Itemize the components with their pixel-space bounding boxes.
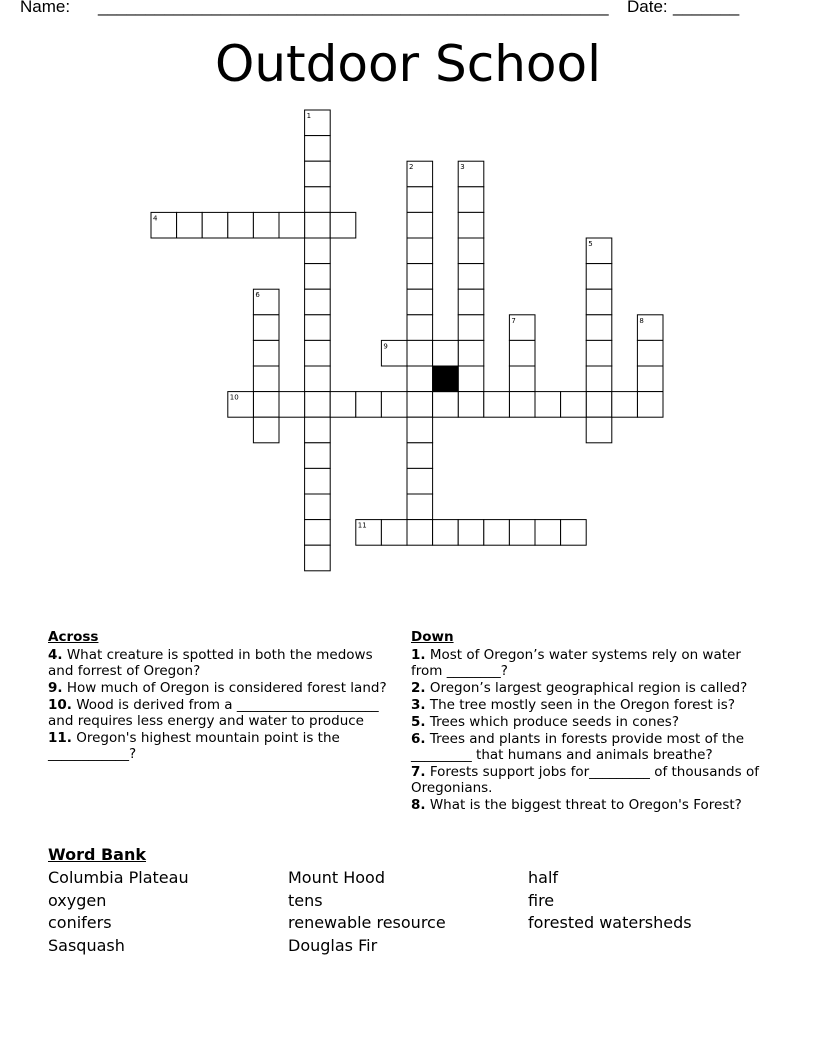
clue-text: What is the biggest threat to Oregon's Forest? bbox=[429, 797, 742, 813]
clue-text: How much of Oregon is considered forest land? bbox=[66, 680, 387, 696]
across-heading: Across bbox=[48, 629, 99, 645]
grid-cell[interactable] bbox=[305, 212, 331, 238]
grid-cell[interactable] bbox=[305, 520, 331, 546]
grid-cell[interactable] bbox=[407, 443, 433, 469]
grid-cell[interactable] bbox=[305, 340, 331, 366]
grid-cell[interactable] bbox=[253, 315, 279, 341]
word-bank-item: Columbia Plateau bbox=[48, 868, 189, 887]
clue-text: Oregon's highest mountain point is the ____________? bbox=[48, 730, 340, 762]
clue-number: 3. bbox=[411, 697, 426, 713]
grid-cell[interactable] bbox=[305, 392, 331, 418]
clue-text: Forests support jobs for_________ of thousands of Oregonians. bbox=[411, 764, 759, 796]
grid-cell[interactable] bbox=[458, 340, 484, 366]
grid-cell[interactable] bbox=[586, 366, 612, 392]
grid-cell[interactable] bbox=[407, 289, 433, 315]
grid-cell[interactable] bbox=[407, 366, 433, 392]
grid-cell[interactable] bbox=[535, 392, 561, 418]
cell-number: 10 bbox=[229, 393, 239, 402]
word-bank-item: conifers bbox=[48, 913, 112, 933]
clue-text: Oregon’s largest geographical region is called? bbox=[429, 680, 748, 696]
grid-cell[interactable] bbox=[407, 392, 433, 418]
clue-across-10 bbox=[48, 697, 398, 729]
page-title: Outdoor School bbox=[214, 35, 601, 93]
clue-down-2 bbox=[411, 680, 761, 696]
grid-cell[interactable] bbox=[509, 340, 535, 366]
grid-cell[interactable] bbox=[407, 494, 433, 520]
grid-cell[interactable] bbox=[509, 366, 535, 392]
cell-number: 4 bbox=[153, 214, 158, 223]
across-clues bbox=[48, 629, 398, 763]
down-clues bbox=[411, 629, 761, 814]
word-bank-item: Douglas Fir bbox=[288, 935, 378, 955]
grid-cell[interactable] bbox=[305, 443, 331, 469]
grid-cell[interactable] bbox=[586, 315, 612, 341]
clue-number: 10. bbox=[48, 697, 72, 713]
grid-cell[interactable] bbox=[407, 468, 433, 494]
cell-number: 1 bbox=[306, 112, 312, 120]
grid-cell[interactable] bbox=[458, 264, 484, 290]
grid-cell[interactable] bbox=[305, 289, 331, 315]
grid-cell[interactable] bbox=[509, 520, 535, 546]
clue-text: Most of Oregon’s water systems rely on water from ________? bbox=[411, 647, 741, 679]
grid-cell[interactable] bbox=[484, 520, 510, 546]
clue-number: 9. bbox=[48, 680, 63, 696]
clue-number: 11. bbox=[48, 730, 72, 746]
grid-cell[interactable] bbox=[458, 520, 484, 546]
word-bank-item: forested watersheds bbox=[528, 913, 692, 933]
cell-number: 8 bbox=[639, 316, 644, 325]
clue-text: What creature is spotted in both the medows and forrest of Oregon? bbox=[48, 647, 373, 679]
cell-number: 11 bbox=[357, 521, 367, 530]
grid-cell[interactable] bbox=[637, 392, 663, 418]
grid-cell[interactable] bbox=[407, 264, 433, 290]
clue-number: 5. bbox=[411, 714, 426, 730]
grid-cell[interactable] bbox=[637, 366, 663, 392]
clue-text: Wood is derived from a _____________________ and requires less energy and water to produce bbox=[48, 697, 379, 729]
grid-cell[interactable] bbox=[305, 264, 331, 290]
grid-cell[interactable] bbox=[279, 212, 305, 238]
grid-cell[interactable] bbox=[381, 392, 407, 418]
clue-down-3 bbox=[411, 697, 761, 713]
clue-number: 4. bbox=[48, 647, 63, 663]
grid-cell[interactable] bbox=[381, 520, 407, 546]
word-bank-item: renewable resource bbox=[288, 913, 446, 933]
grid-cell[interactable] bbox=[433, 340, 459, 366]
grid-cell[interactable] bbox=[407, 238, 433, 264]
grid-cell[interactable] bbox=[433, 392, 459, 418]
word-bank-item: Mount Hood bbox=[288, 868, 385, 887]
grid-cell[interactable] bbox=[330, 392, 356, 418]
clue-down-7 bbox=[411, 764, 761, 796]
word-bank-item: oxygen bbox=[48, 890, 107, 910]
grid-cell[interactable] bbox=[228, 212, 254, 238]
clue-down-5 bbox=[411, 714, 761, 730]
grid-cell[interactable] bbox=[253, 417, 279, 443]
grid-cell[interactable] bbox=[253, 392, 279, 418]
word-bank-item: Sasquash bbox=[48, 935, 125, 955]
clue-across-9 bbox=[48, 680, 398, 696]
cell-number: 3 bbox=[460, 163, 465, 172]
grid-cell[interactable] bbox=[458, 187, 484, 213]
grid-cell[interactable] bbox=[509, 392, 535, 418]
date-label: Date: bbox=[627, 0, 668, 16]
grid-cell[interactable] bbox=[484, 392, 510, 418]
grid-cell[interactable] bbox=[305, 468, 331, 494]
clue-number: 2. bbox=[411, 680, 426, 696]
clue-text: The tree mostly seen in the Oregon forest is? bbox=[429, 697, 735, 713]
grid-cell[interactable] bbox=[305, 187, 331, 213]
grid-cell[interactable] bbox=[458, 392, 484, 418]
grid-cell[interactable] bbox=[586, 417, 612, 443]
date-line: _______ bbox=[673, 0, 740, 16]
word-bank-column-1 bbox=[48, 867, 189, 957]
grid-cell[interactable] bbox=[407, 340, 433, 366]
grid-cell[interactable] bbox=[407, 315, 433, 341]
grid-cell[interactable] bbox=[407, 520, 433, 546]
cell-number: 2 bbox=[409, 163, 414, 172]
clue-number: 7. bbox=[411, 764, 426, 780]
grid-cell[interactable] bbox=[458, 315, 484, 341]
cell-number: 9 bbox=[383, 342, 388, 351]
grid-cell[interactable] bbox=[458, 366, 484, 392]
grid-cell[interactable] bbox=[305, 417, 331, 443]
grid-cell[interactable] bbox=[305, 494, 331, 520]
word-bank-column-2 bbox=[288, 867, 446, 957]
grid-cell[interactable] bbox=[177, 212, 203, 238]
grid-cell[interactable] bbox=[586, 392, 612, 418]
grid-cell[interactable] bbox=[253, 212, 279, 238]
clue-number: 6. bbox=[411, 731, 426, 747]
grid-cell[interactable] bbox=[458, 289, 484, 315]
name-line: ______________________________________________________ bbox=[98, 0, 609, 16]
blocked-cell bbox=[433, 366, 459, 392]
grid-cell[interactable] bbox=[407, 187, 433, 213]
name-label: Name: bbox=[20, 0, 71, 16]
word-bank-item: fire bbox=[528, 890, 555, 910]
grid-cell[interactable] bbox=[458, 238, 484, 264]
grid-cell[interactable] bbox=[253, 366, 279, 392]
grid-cell[interactable] bbox=[305, 545, 331, 571]
grid-cell[interactable] bbox=[305, 136, 331, 162]
grid-cell[interactable] bbox=[407, 212, 433, 238]
grid-cell[interactable] bbox=[305, 238, 331, 264]
clue-text: Trees which produce seeds in cones? bbox=[429, 714, 680, 730]
grid-cell[interactable] bbox=[637, 340, 663, 366]
clue-across-4 bbox=[48, 647, 398, 679]
grid-cell[interactable] bbox=[253, 340, 279, 366]
cell-number: 5 bbox=[588, 240, 593, 248]
word-bank-item: tens bbox=[288, 890, 323, 910]
word-bank-column-3 bbox=[528, 867, 692, 935]
word-bank-title: Word Bank bbox=[48, 845, 147, 864]
grid-cell[interactable] bbox=[458, 212, 484, 238]
clue-down-1 bbox=[411, 647, 761, 679]
grid-cell[interactable] bbox=[612, 392, 638, 418]
grid-cell[interactable] bbox=[586, 340, 612, 366]
clue-number: 1. bbox=[411, 647, 426, 663]
down-heading: Down bbox=[411, 629, 454, 645]
cell-number: 6 bbox=[255, 291, 260, 300]
clue-down-6 bbox=[411, 731, 761, 763]
clue-across-11 bbox=[48, 730, 398, 762]
clue-down-8 bbox=[411, 797, 761, 813]
grid-cell[interactable] bbox=[202, 212, 228, 238]
clue-number: 8. bbox=[411, 797, 426, 813]
grid-cell[interactable] bbox=[586, 264, 612, 290]
grid-cell[interactable] bbox=[330, 212, 356, 238]
clue-text: Trees and plants in forests provide most of the _________ that humans and animals breathe? bbox=[411, 731, 745, 763]
grid-cell[interactable] bbox=[561, 520, 587, 546]
grid-cell[interactable] bbox=[305, 315, 331, 341]
grid-cell[interactable] bbox=[305, 161, 331, 187]
grid-cell[interactable] bbox=[356, 392, 382, 418]
grid-cell[interactable] bbox=[279, 392, 305, 418]
grid-cell[interactable] bbox=[407, 417, 433, 443]
cell-number: 7 bbox=[511, 316, 516, 325]
grid-cell[interactable] bbox=[433, 520, 459, 546]
grid-cell[interactable] bbox=[535, 520, 561, 546]
word-bank-item: half bbox=[528, 868, 559, 887]
grid-cell[interactable] bbox=[305, 366, 331, 392]
grid-cell[interactable] bbox=[586, 289, 612, 315]
grid-cell[interactable] bbox=[561, 392, 587, 418]
